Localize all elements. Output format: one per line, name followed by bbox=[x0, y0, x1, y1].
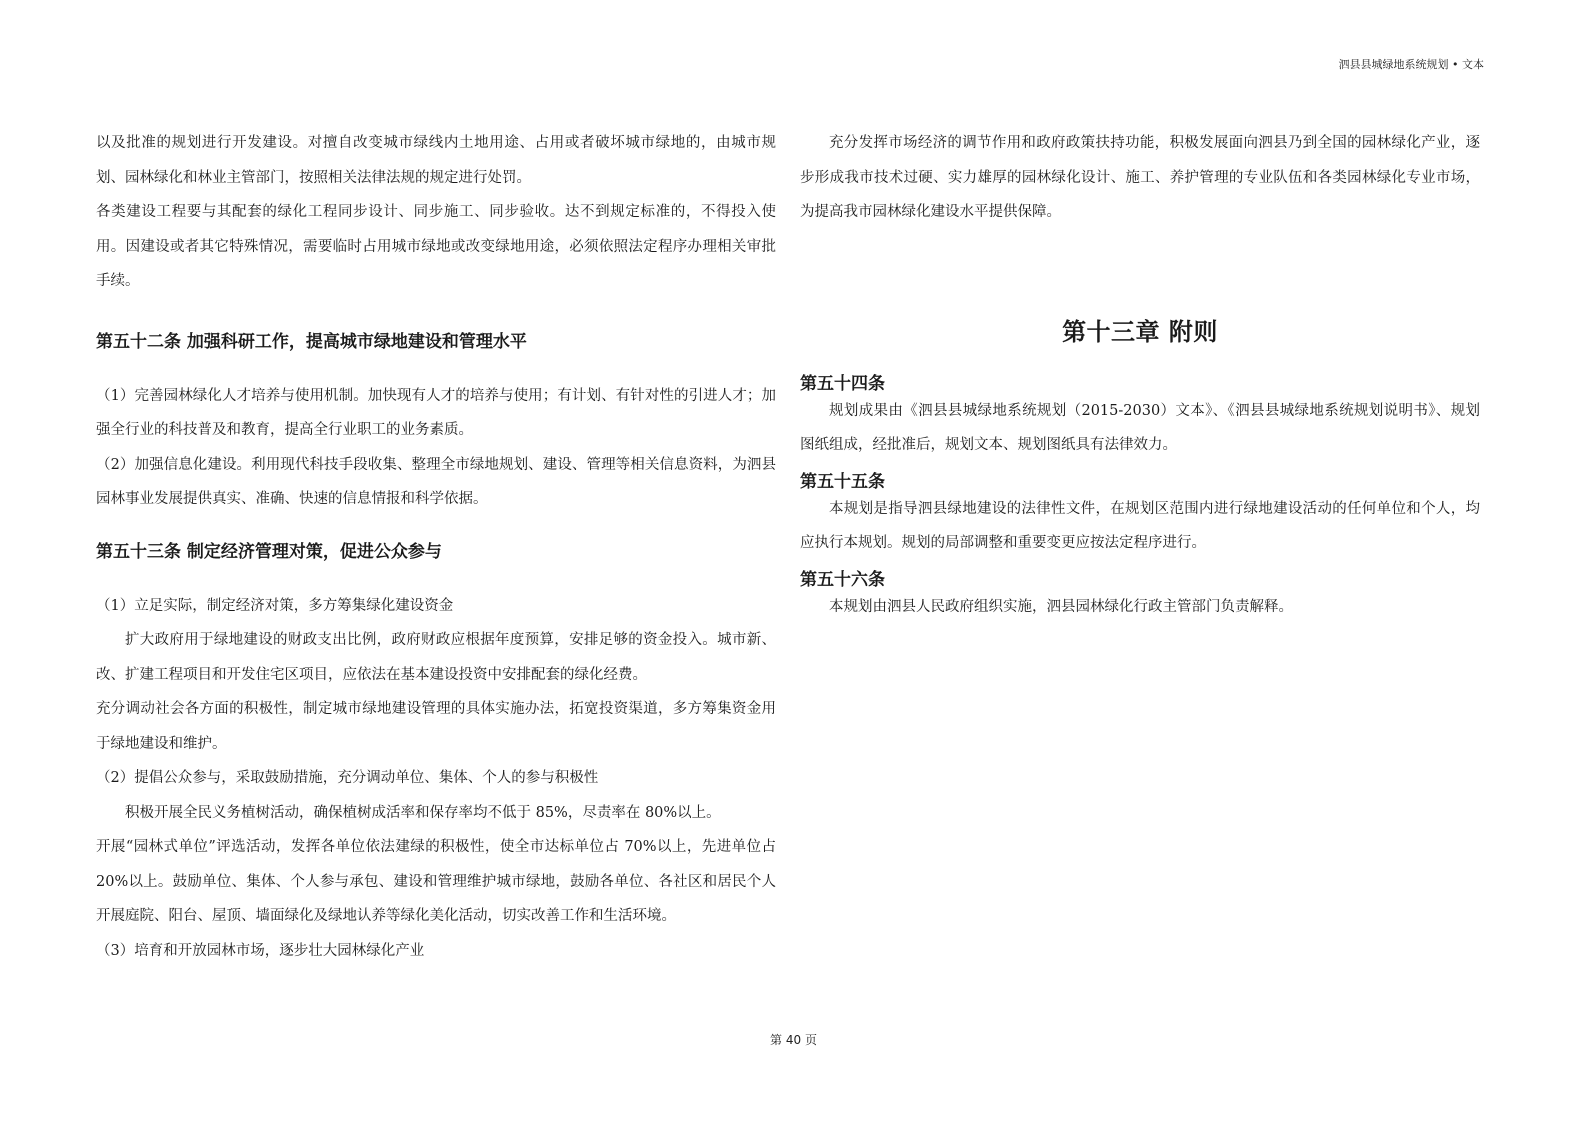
paragraph: 本规划是指导泗县绿地建设的法律性文件，在规划区范围内进行绿地建设活动的任何单位和个人，均应执行本规划。规划的局部调整和重要变更应按法定程序进行。 bbox=[800, 500, 1480, 551]
running-header: 泗县县城绿地系统规划 • 文本 bbox=[1338, 58, 1484, 71]
list-item: （1）完善园林绿化人才培养与使用机制。加快现有人才的培养与使用；有计划、有针对性的引进人才；加强全行业的科技普及和教育，提高全行业职工的业务素质。 bbox=[96, 387, 776, 438]
paragraph: 积极开展全民义务植树活动，确保植树成活率和保存率均不低于 85%，尽责率在 80%以上。 bbox=[125, 804, 721, 821]
paragraph: 扩大政府用于绿地建设的财政支出比例，政府财政应根据年度预算，安排足够的资金投入。城市新、改、扩建工程项目和开发住宅区项目，应依法在基本建设投资中安排配套的绿化经费。 bbox=[96, 632, 776, 683]
article-52-heading: 第五十二条 加强科研工作，提高城市绿地建设和管理水平 bbox=[96, 331, 527, 352]
chapter-title: 第十三章 附则 bbox=[1062, 317, 1218, 346]
paragraph: 充分调动社会各方面的积极性，制定城市绿地建设管理的具体实施办法，拓宽投资渠道，多方筹集资金用于绿地建设和维护。 bbox=[96, 701, 776, 752]
list-item: （2）加强信息化建设。利用现代科技手段收集、整理全市绿地规划、建设、管理等相关信息资料，为泗县园林事业发展提供真实、准确、快速的信息情报和科学依据。 bbox=[96, 456, 776, 507]
article-55-heading: 第五十五条 bbox=[800, 471, 885, 492]
paragraph: 规划成果由《泗县县城绿地系统规划（2015-2030）文本》、《泗县县城绿地系统规划说明书》、规划图纸组成，经批准后，规划文本、规划图纸具有法律效力。 bbox=[800, 402, 1480, 453]
paragraph: 充分发挥市场经济的调节作用和政府政策扶持功能，积极发展面向泗县乃到全国的园林绿化产业，逐步形成我市技术过硬、实力雄厚的园林绿化设计、施工、养护管理的专业队伍和各类园林绿化专业市场，为提高我市园林绿化建设水平提供保障。 bbox=[800, 135, 1480, 220]
article-54-heading: 第五十四条 bbox=[800, 373, 885, 394]
right-column bbox=[800, 126, 1480, 624]
article-53-heading: 第五十三条 制定经济管理对策，促进公众参与 bbox=[96, 541, 442, 562]
article-56-heading: 第五十六条 bbox=[800, 569, 885, 590]
page-number: 第 40 页 bbox=[770, 1033, 817, 1047]
paragraph: 以及批准的规划进行开发建设。对擅自改变城市绿线内土地用途、占用或者破坏城市绿地的，由城市规划、园林绿化和林业主管部门，按照相关法律法规的规定进行处罚。 bbox=[96, 135, 776, 186]
left-column bbox=[96, 126, 776, 968]
list-item: （2）提倡公众参与，采取鼓励措施，充分调动单位、集体、个人的参与积极性 bbox=[96, 770, 599, 786]
paragraph: 各类建设工程要与其配套的绿化工程同步设计、同步施工、同步验收。达不到规定标准的，不得投入使用。因建设或者其它特殊情况，需要临时占用城市绿地或改变绿地用途，必须依照法定程序办理相关审批手续。 bbox=[96, 204, 776, 289]
paragraph: 开展“园林式单位”评选活动，发挥各单位依法建绿的积极性，使全市达标单位占 70%以上，先进单位占 20%以上。鼓励单位、集体、个人参与承包、建设和管理维护城市绿地，鼓励各单位、各社区和居民个人开展庭院、阳台、屋顶、墙面绿化及绿地认养等绿化美化活动，切实改善工作和生活环境。 bbox=[96, 839, 776, 924]
list-item: （1）立足实际，制定经济对策，多方筹集绿化建设资金 bbox=[96, 597, 454, 614]
paragraph: 本规划由泗县人民政府组织实施，泗县园林绿化行政主管部门负责解释。 bbox=[829, 598, 1293, 615]
list-item: （3）培育和开放园林市场，逐步壮大园林绿化产业 bbox=[96, 942, 425, 959]
